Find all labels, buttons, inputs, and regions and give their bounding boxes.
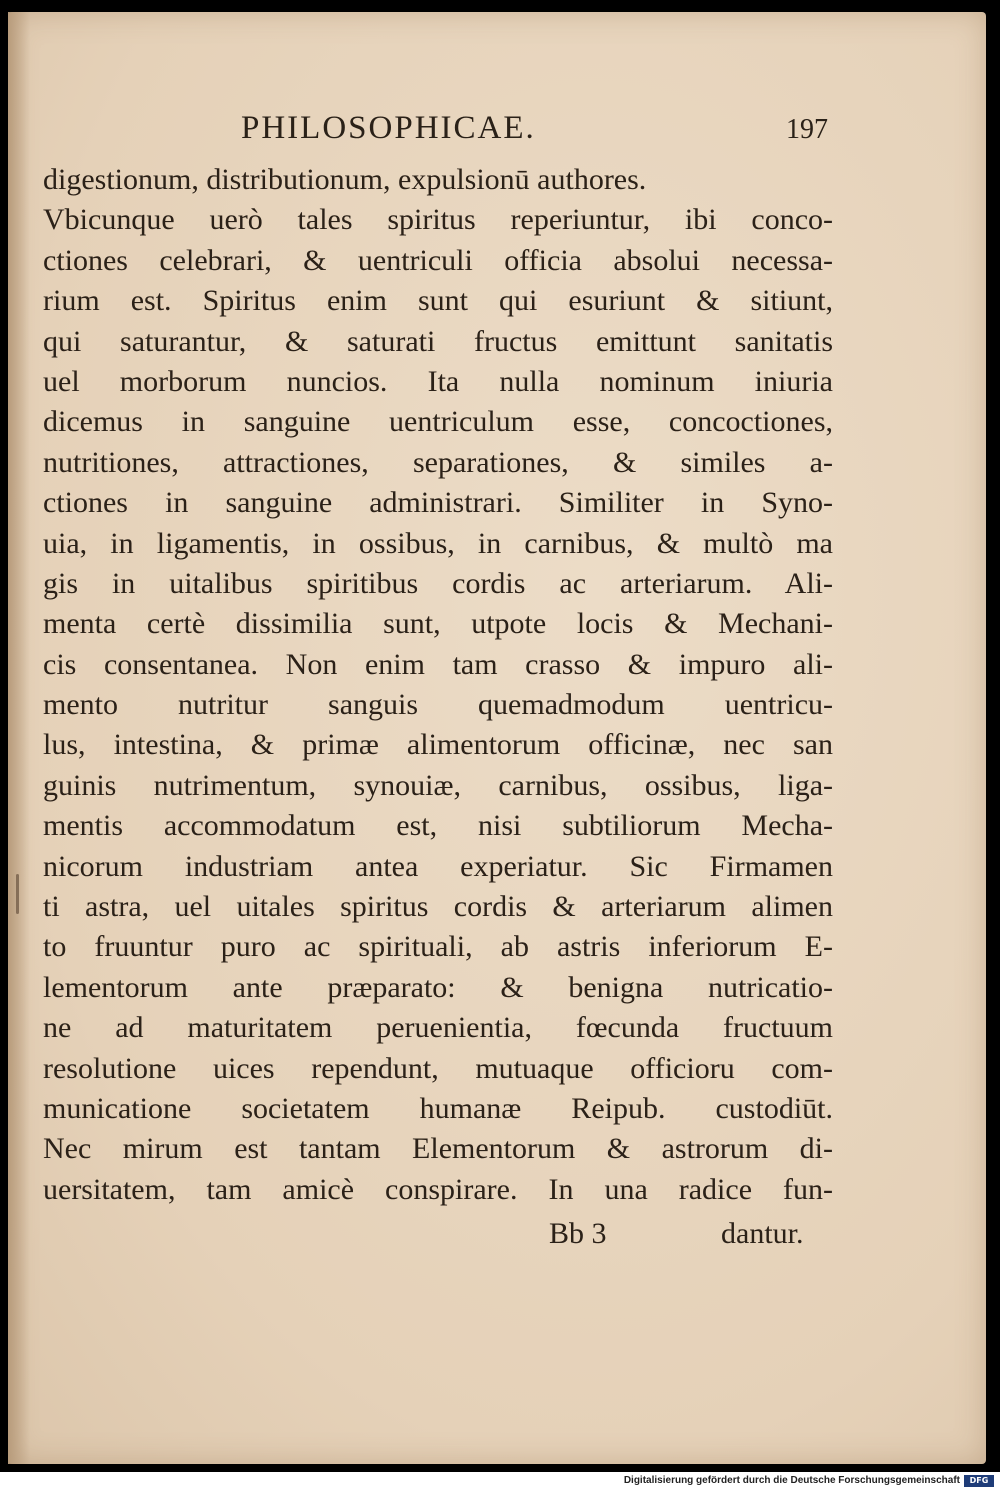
text-line: uia, in ligamentis, in ossibus, in carnibus, & multò ma <box>43 526 833 560</box>
text-line: ctiones in sanguine administrari. Similiter in Syno- <box>43 486 833 520</box>
text-line: lementorum ante præparato: & benigna nutricatio- <box>43 970 833 1004</box>
text-line: mento nutritur sanguis quemadmodum uentricu- <box>43 688 833 722</box>
text-line: digestionum, distributionum, expulsionū authores. <box>43 163 647 196</box>
text-line: ne ad maturitatem peruenientia, fœcunda fructuum <box>43 1011 833 1045</box>
text-line: Nec mirum est tantam Elementorum & astrorum di- <box>43 1132 833 1166</box>
book-page <box>8 12 986 1464</box>
running-head <box>8 110 986 150</box>
text-line: dicemus in sanguine uentriculum esse, concoctiones, <box>43 405 833 439</box>
text-line: nutritiones, attractiones, separationes, & similes a- <box>43 445 833 479</box>
text-line: lus, intestina, & primæ alimentorum officinæ, nec san <box>43 728 833 762</box>
text-line: ctiones celebrari, & uentriculi officia absolui necessa- <box>43 243 833 277</box>
text-line: uersitatem, tam amicè conspirare. In una radice fun- <box>43 1172 833 1206</box>
text-line: to fruuntur puro ac spirituali, ab astris inferiorum E- <box>43 930 833 964</box>
text-line: Vbicunque uerò tales spiritus reperiuntur, ibi conco- <box>43 203 833 237</box>
text-line: mentis accommodatum est, nisi subtiliorum Mecha- <box>43 809 833 843</box>
text-line: cis consentanea. Non enim tam crasso & impuro ali- <box>43 647 833 681</box>
funding-credit: Digitalisierung gefördert durch die Deutsche Forschungsgemeinschaft <box>623 1475 960 1486</box>
text-line: guinis nutrimentum, synouiæ, carnibus, ossibus, liga- <box>43 768 833 802</box>
text-line: qui saturantur, & saturati fructus emittunt sanitatis <box>43 324 833 358</box>
footer-bar <box>0 1472 1000 1490</box>
signature-mark: Bb 3 <box>549 1217 607 1250</box>
running-head-title: PHILOSOPHICAE. <box>241 110 536 146</box>
text-line: uel morborum nuncios. Ita nulla nominum iniuria <box>43 364 833 398</box>
text-line: rium est. Spiritus enim sunt qui esuriunt & sitiunt, <box>43 284 833 318</box>
text-line: resolutione uices rependunt, mutuaque officioru com- <box>43 1051 833 1085</box>
text-line: municatione societatem humanæ Reipub. custodiūt. <box>43 1091 833 1125</box>
catchline <box>8 1217 986 1257</box>
catchword: dantur. <box>721 1217 804 1250</box>
text-line: gis in uitalibus spiritibus cordis ac arteriarum. Ali- <box>43 566 833 600</box>
dfg-logo: DFG <box>964 1475 994 1487</box>
margin-ink-mark <box>16 874 19 914</box>
page-number: 197 <box>786 114 828 145</box>
text-line: menta certè dissimilia sunt, utpote locis & Mechani- <box>43 607 833 641</box>
text-line: nicorum industriam antea experiatur. Sic Firmamen <box>43 849 833 883</box>
body-text <box>43 160 843 1210</box>
text-line: ti astra, uel uitales spiritus cordis & arteriarum alimen <box>43 890 833 924</box>
